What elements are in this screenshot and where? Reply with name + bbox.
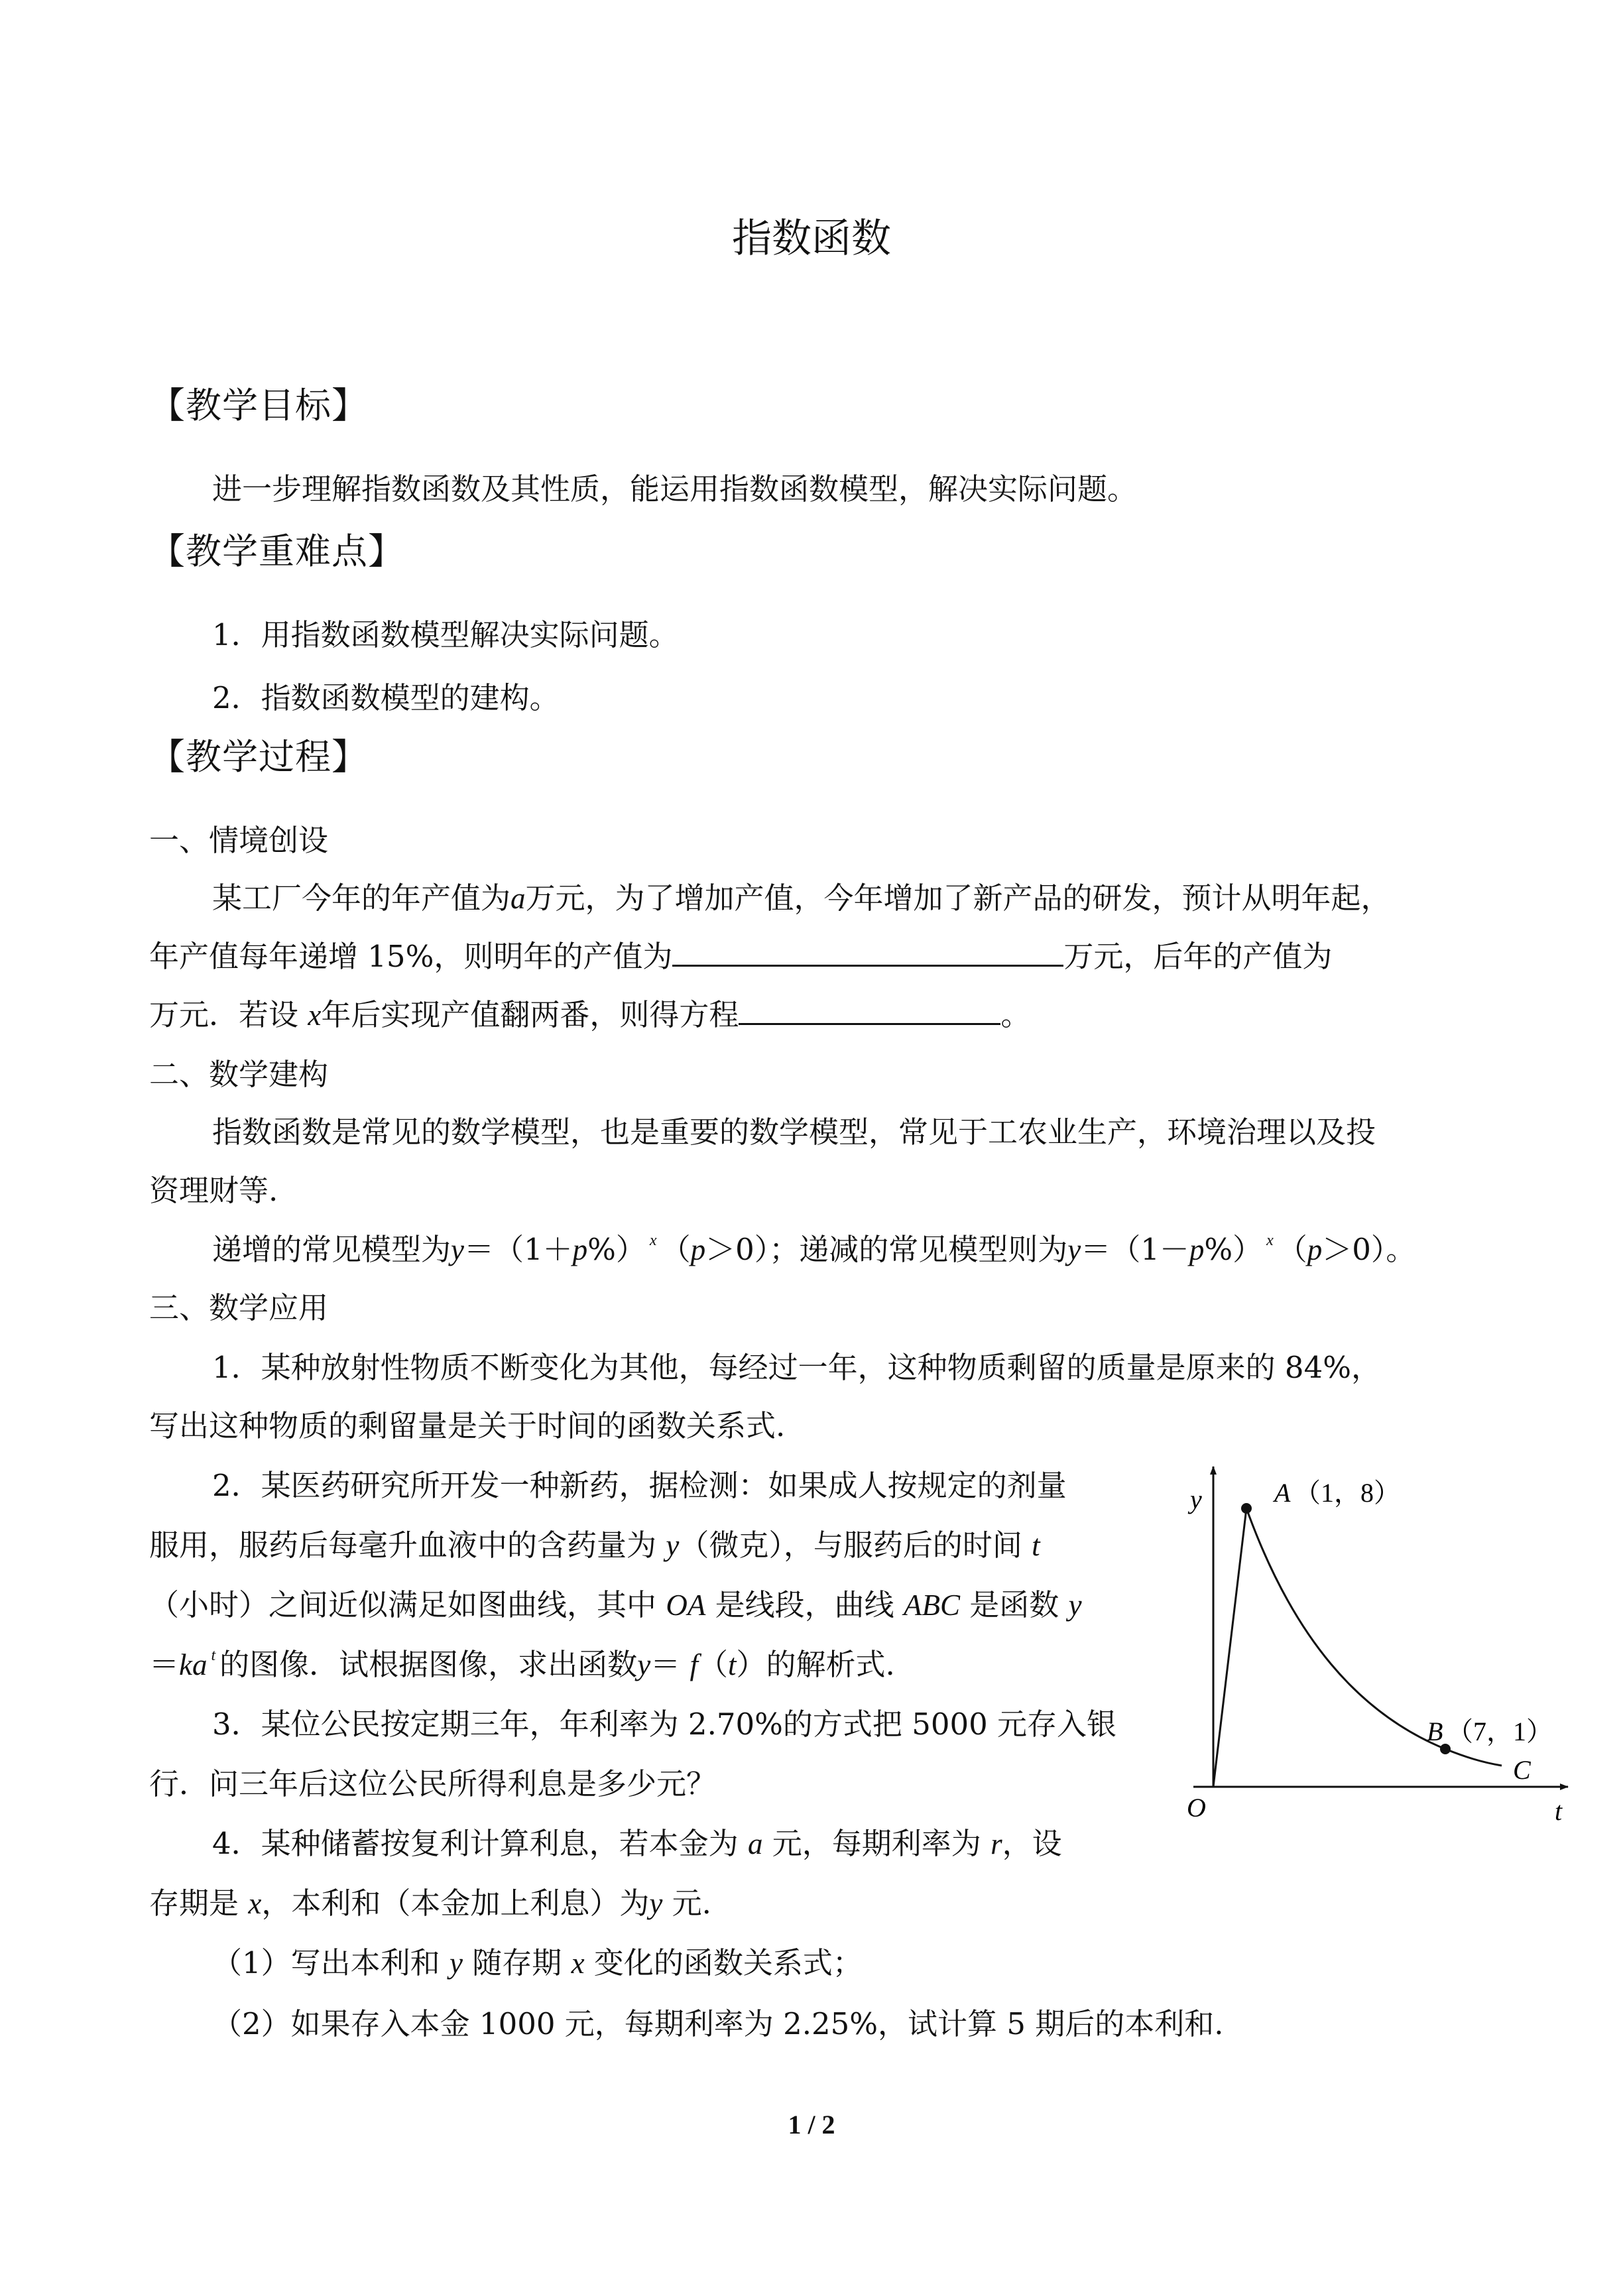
question-4-part-1: （1）写出本利和 y 随存期 x 变化的函数关系式；: [212, 1945, 863, 1980]
goals-text: 进一步理解指数函数及其性质，能运用指数函数模型，解决实际问题。: [212, 471, 1138, 507]
origin-label: O: [1187, 1793, 1206, 1823]
paragraph-line: 某工厂今年的年产值为a万元，为了增加产值，今年增加了新产品的研发，预计从明年起，: [212, 880, 1391, 916]
point-a-coords: （1，8）: [1294, 1478, 1400, 1508]
question-2-cont: ＝ka $^t$ 的图像．试根据图像，求出函数y＝ f（t）的解析式.: [149, 1647, 895, 1682]
point-b-coords: （7，1）: [1447, 1717, 1553, 1746]
question-1: 1．某种放射性物质不断变化为其他，每经过一年，这种物质剩留的质量是原来的 84%，: [212, 1350, 1381, 1385]
question-4: 4．某种储蓄按复利计算利息，若本金为 a 元，每期利率为 r，设: [212, 1826, 1062, 1861]
paragraph-line: 资理财等.: [149, 1173, 278, 1208]
paragraph-line: 万元．若设 x年后实现产值翻两番，则得方程 。: [149, 997, 1031, 1032]
question-4-cont: 存期是 x，本利和（本金加上利息）为y 元.: [149, 1886, 711, 1921]
subsection-heading: 一、情境创设: [149, 823, 329, 858]
y-axis-label: y: [1190, 1484, 1202, 1514]
section-heading-goals: 【教学目标】: [149, 385, 368, 426]
function-graph: [1154, 1459, 1585, 1830]
question-2-cont: （小时）之间近似满足如图曲线，其中 OA 是线段，曲线 ABC 是函数 y: [149, 1587, 1082, 1622]
page-number: 1 / 2: [788, 2110, 835, 2140]
point-c-label: C: [1513, 1755, 1531, 1785]
paragraph-line: 年产值每年递增 15%，则明年的产值为 万元，后年的产值为: [149, 939, 1333, 974]
section-heading-key-points: 【教学重难点】: [149, 530, 404, 572]
subsection-heading: 三、数学应用: [149, 1290, 329, 1325]
key-point-item: 2．指数函数模型的建构。: [212, 680, 560, 715]
point-b-label: B: [1427, 1717, 1443, 1746]
answer-blank[interactable]: [739, 1016, 1000, 1025]
question-3: 3．某位公民按定期三年，年利率为 2.70%的方式把 5000 元存入银: [212, 1707, 1117, 1742]
answer-blank[interactable]: [672, 958, 1063, 967]
formula-line: 递增的常见模型为y＝（1＋p%） $^x$ （p＞0）；递减的常见模型则为y＝（1－p%） $^x$ （p＞0）。: [212, 1232, 1416, 1267]
segment-oa: [1213, 1508, 1246, 1787]
key-point-item: 1．用指数函数模型解决实际问题。: [212, 617, 679, 652]
x-axis-label: t: [1555, 1796, 1563, 1826]
page-title: 指数函数: [732, 215, 891, 262]
point-a-label: A: [1274, 1478, 1291, 1508]
paragraph-line: 指数函数是常见的数学模型，也是重要的数学模型，常见于工农业生产，环境治理以及投: [212, 1115, 1376, 1150]
question-3-cont: 行．问三年后这位公民所得利息是多少元？: [149, 1766, 717, 1801]
point-a: [1241, 1503, 1252, 1514]
question-4-part-2: （2）如果存入本金 1000 元，每期利率为 2.25%，试计算 5 期后的本利和.: [212, 2006, 1224, 2041]
section-heading-process: 【教学过程】: [149, 736, 368, 778]
question-1-cont: 写出这种物质的剩留量是关于时间的函数关系式.: [149, 1408, 786, 1443]
subsection-heading: 二、数学建构: [149, 1057, 329, 1092]
question-2-cont: 服用，服药后每毫升血液中的含药量为 y（微克），与服药后的时间 t: [149, 1528, 1040, 1563]
question-2: 2．某医药研究所开发一种新药，据检测：如果成人按规定的剂量: [212, 1468, 1067, 1503]
